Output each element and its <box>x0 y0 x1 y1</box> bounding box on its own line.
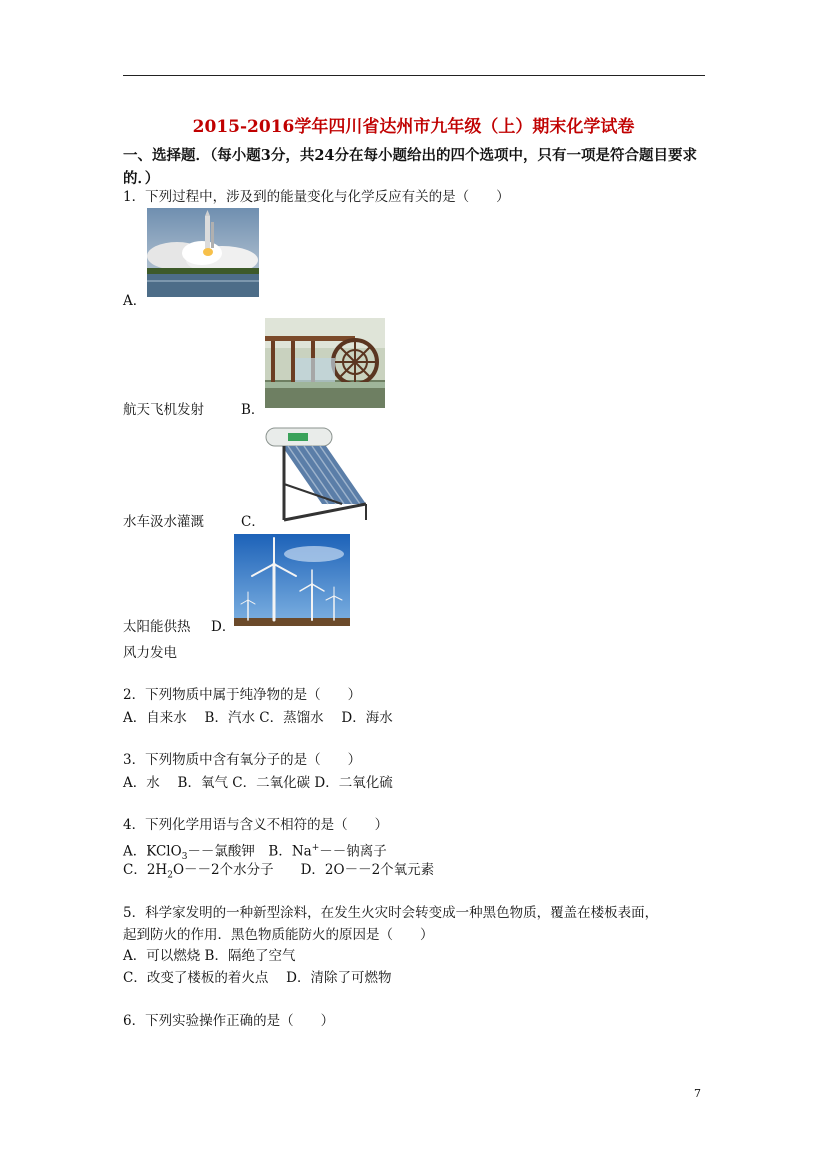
rocket-launch-image <box>147 208 259 297</box>
question-5-options-cd: C．改变了楼板的着火点 D．清除了可燃物 <box>123 970 392 986</box>
option-1d-label: D． <box>211 619 236 635</box>
option-1b-text: 水车汲水灌溉 <box>123 514 204 530</box>
question-5-stem-line2: 起到防火的作用．黑色物质能防火的原因是（ ） <box>123 927 434 943</box>
option-1b-label: B． <box>241 402 265 418</box>
option-1d-text: 风力发电 <box>123 645 177 661</box>
option-1a-text: 航天飞机发射 <box>123 402 204 418</box>
question-4-options-ab: A．KClO$_3$－－氯酸钾 B．Na+－－钠离子 <box>123 843 387 863</box>
page-number: 7 <box>694 1087 701 1100</box>
question-4-stem: 4．下列化学用语与含义不相符的是（ ） <box>123 817 389 833</box>
question-1-stem: 1．下列过程中，涉及到的能量变化与化学反应有关的是（ ） <box>123 189 510 205</box>
option-1a-label: A． <box>123 293 147 309</box>
header-rule <box>123 75 705 76</box>
question-2-stem: 2．下列物质中属于纯净物的是（ ） <box>123 687 362 703</box>
page-title: 2015-2016学年四川省达州市九年级（上）期末化学试卷 <box>192 117 635 137</box>
question-3-stem: 3．下列物质中含有氧分子的是（ ） <box>123 752 362 768</box>
question-6-stem: 6．下列实验操作正确的是（ ） <box>123 1013 335 1029</box>
section-heading: 一、选择题．（每小题3分，共24分在每小题给出的四个选项中，只有一项是符合题目要求的．） <box>123 147 698 187</box>
solar-water-heater-image <box>262 424 372 526</box>
wind-turbines-image <box>234 534 350 626</box>
option-1c-label: C． <box>241 514 265 530</box>
question-5-options-ab: A．可以燃烧 B．隔绝了空气 <box>123 948 296 964</box>
question-4-options-cd: C．$2H_2O--2$个水分子 D．2O－－2个氧元素 <box>123 862 435 881</box>
question-2-options: A．自来水 B．汽水 C．蒸馏水 D．海水 <box>123 710 393 726</box>
question-3-options: A．水 B．氧气 C．二氧化碳 D．二氧化硫 <box>123 775 393 791</box>
option-1c-text: 太阳能供热 <box>123 619 191 635</box>
waterwheel-image <box>265 318 385 408</box>
question-5-stem-line1: 5．科学家发明的一种新型涂料，在发生火灾时会转变成一种黑色物质，覆盖在楼板表面， <box>123 905 659 921</box>
